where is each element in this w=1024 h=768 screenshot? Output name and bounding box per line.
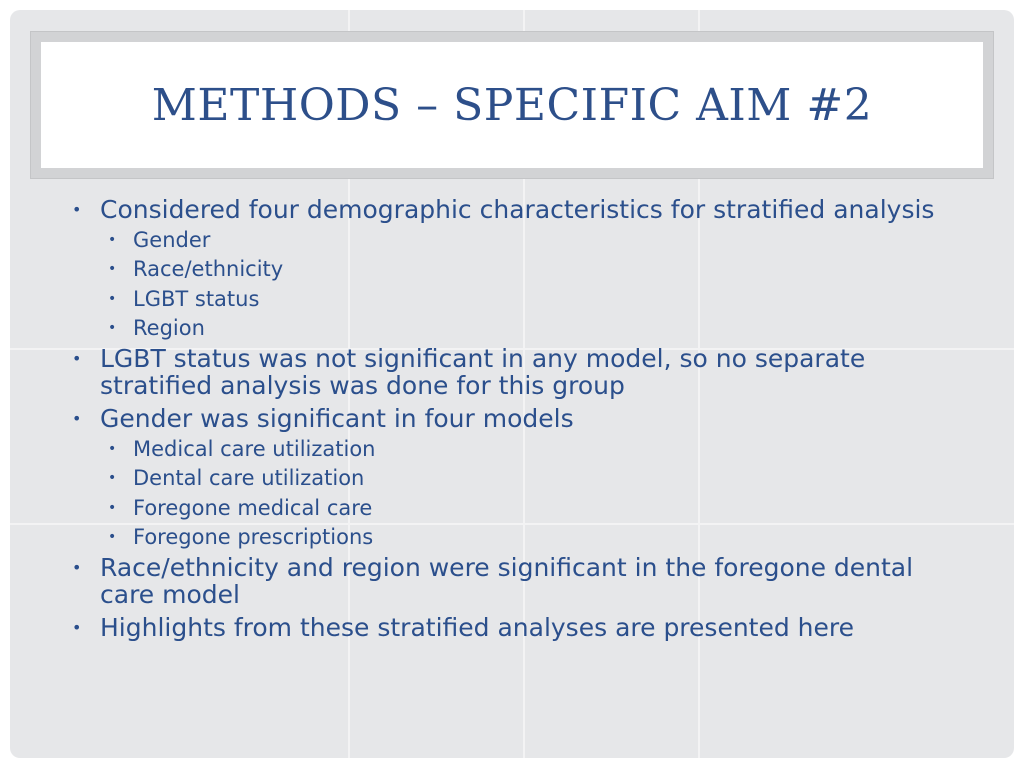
sub-bullet-item <box>68 226 948 255</box>
bullet-text: Highlights from these stratified analyses are presented here <box>100 613 855 643</box>
slide <box>10 10 1014 758</box>
bullet-marker: • <box>72 558 82 578</box>
bullet-marker: • <box>108 470 117 487</box>
sub-bullet-item <box>68 435 948 464</box>
sub-bullet-text: Region <box>133 315 205 340</box>
title-frame <box>30 31 994 179</box>
bullet-marker: • <box>72 409 82 429</box>
bullet-text: Gender was significant in four models <box>100 404 574 434</box>
sub-bullet-text: Medical care utilization <box>133 437 376 462</box>
bullet-item <box>68 345 948 399</box>
bullet-marker: • <box>72 349 82 369</box>
bullet-marker: • <box>108 499 117 516</box>
bullet-marker: • <box>108 319 117 336</box>
bullet-marker: • <box>72 618 82 638</box>
sub-bullet-text: Race/ethnicity <box>133 257 284 282</box>
bullet-marker: • <box>108 232 117 248</box>
bullet-item <box>68 614 948 641</box>
bullet-marker: • <box>72 200 82 219</box>
bullet-marker: • <box>108 261 117 278</box>
sub-bullet-item <box>68 523 948 552</box>
sub-bullet-text: Gender <box>133 228 211 252</box>
bullet-list <box>68 196 948 641</box>
sub-bullet-item <box>68 314 948 343</box>
bullet-marker: • <box>108 529 117 546</box>
bullet-marker: • <box>108 290 117 307</box>
sub-bullet-text: Dental care utilization <box>133 466 365 491</box>
bullet-item <box>68 405 948 432</box>
title-box <box>41 42 983 168</box>
bullet-item <box>68 196 948 223</box>
bullet-item <box>68 554 948 608</box>
sub-bullet-item <box>68 494 948 523</box>
bullet-marker: • <box>108 441 117 458</box>
bullet-text: Race/ethnicity and region were significant in the foregone dental care model <box>100 553 914 610</box>
sub-bullet-item <box>68 464 948 493</box>
sub-bullet-list <box>68 226 948 343</box>
slide-title: METHODS – SPECIFIC AIM #2 <box>151 79 873 131</box>
bullet-text: Considered four demographic characteristics for stratified analysis <box>100 195 935 224</box>
bullet-text: LGBT status was not significant in any model, so no separate stratified analysis was done for this group <box>100 344 866 401</box>
sub-bullet-item <box>68 285 948 314</box>
sub-bullet-item <box>68 255 948 284</box>
sub-bullet-text: Foregone medical care <box>133 495 373 520</box>
sub-bullet-text: Foregone prescriptions <box>133 525 374 550</box>
sub-bullet-list <box>68 435 948 552</box>
sub-bullet-text: LGBT status <box>133 286 260 311</box>
